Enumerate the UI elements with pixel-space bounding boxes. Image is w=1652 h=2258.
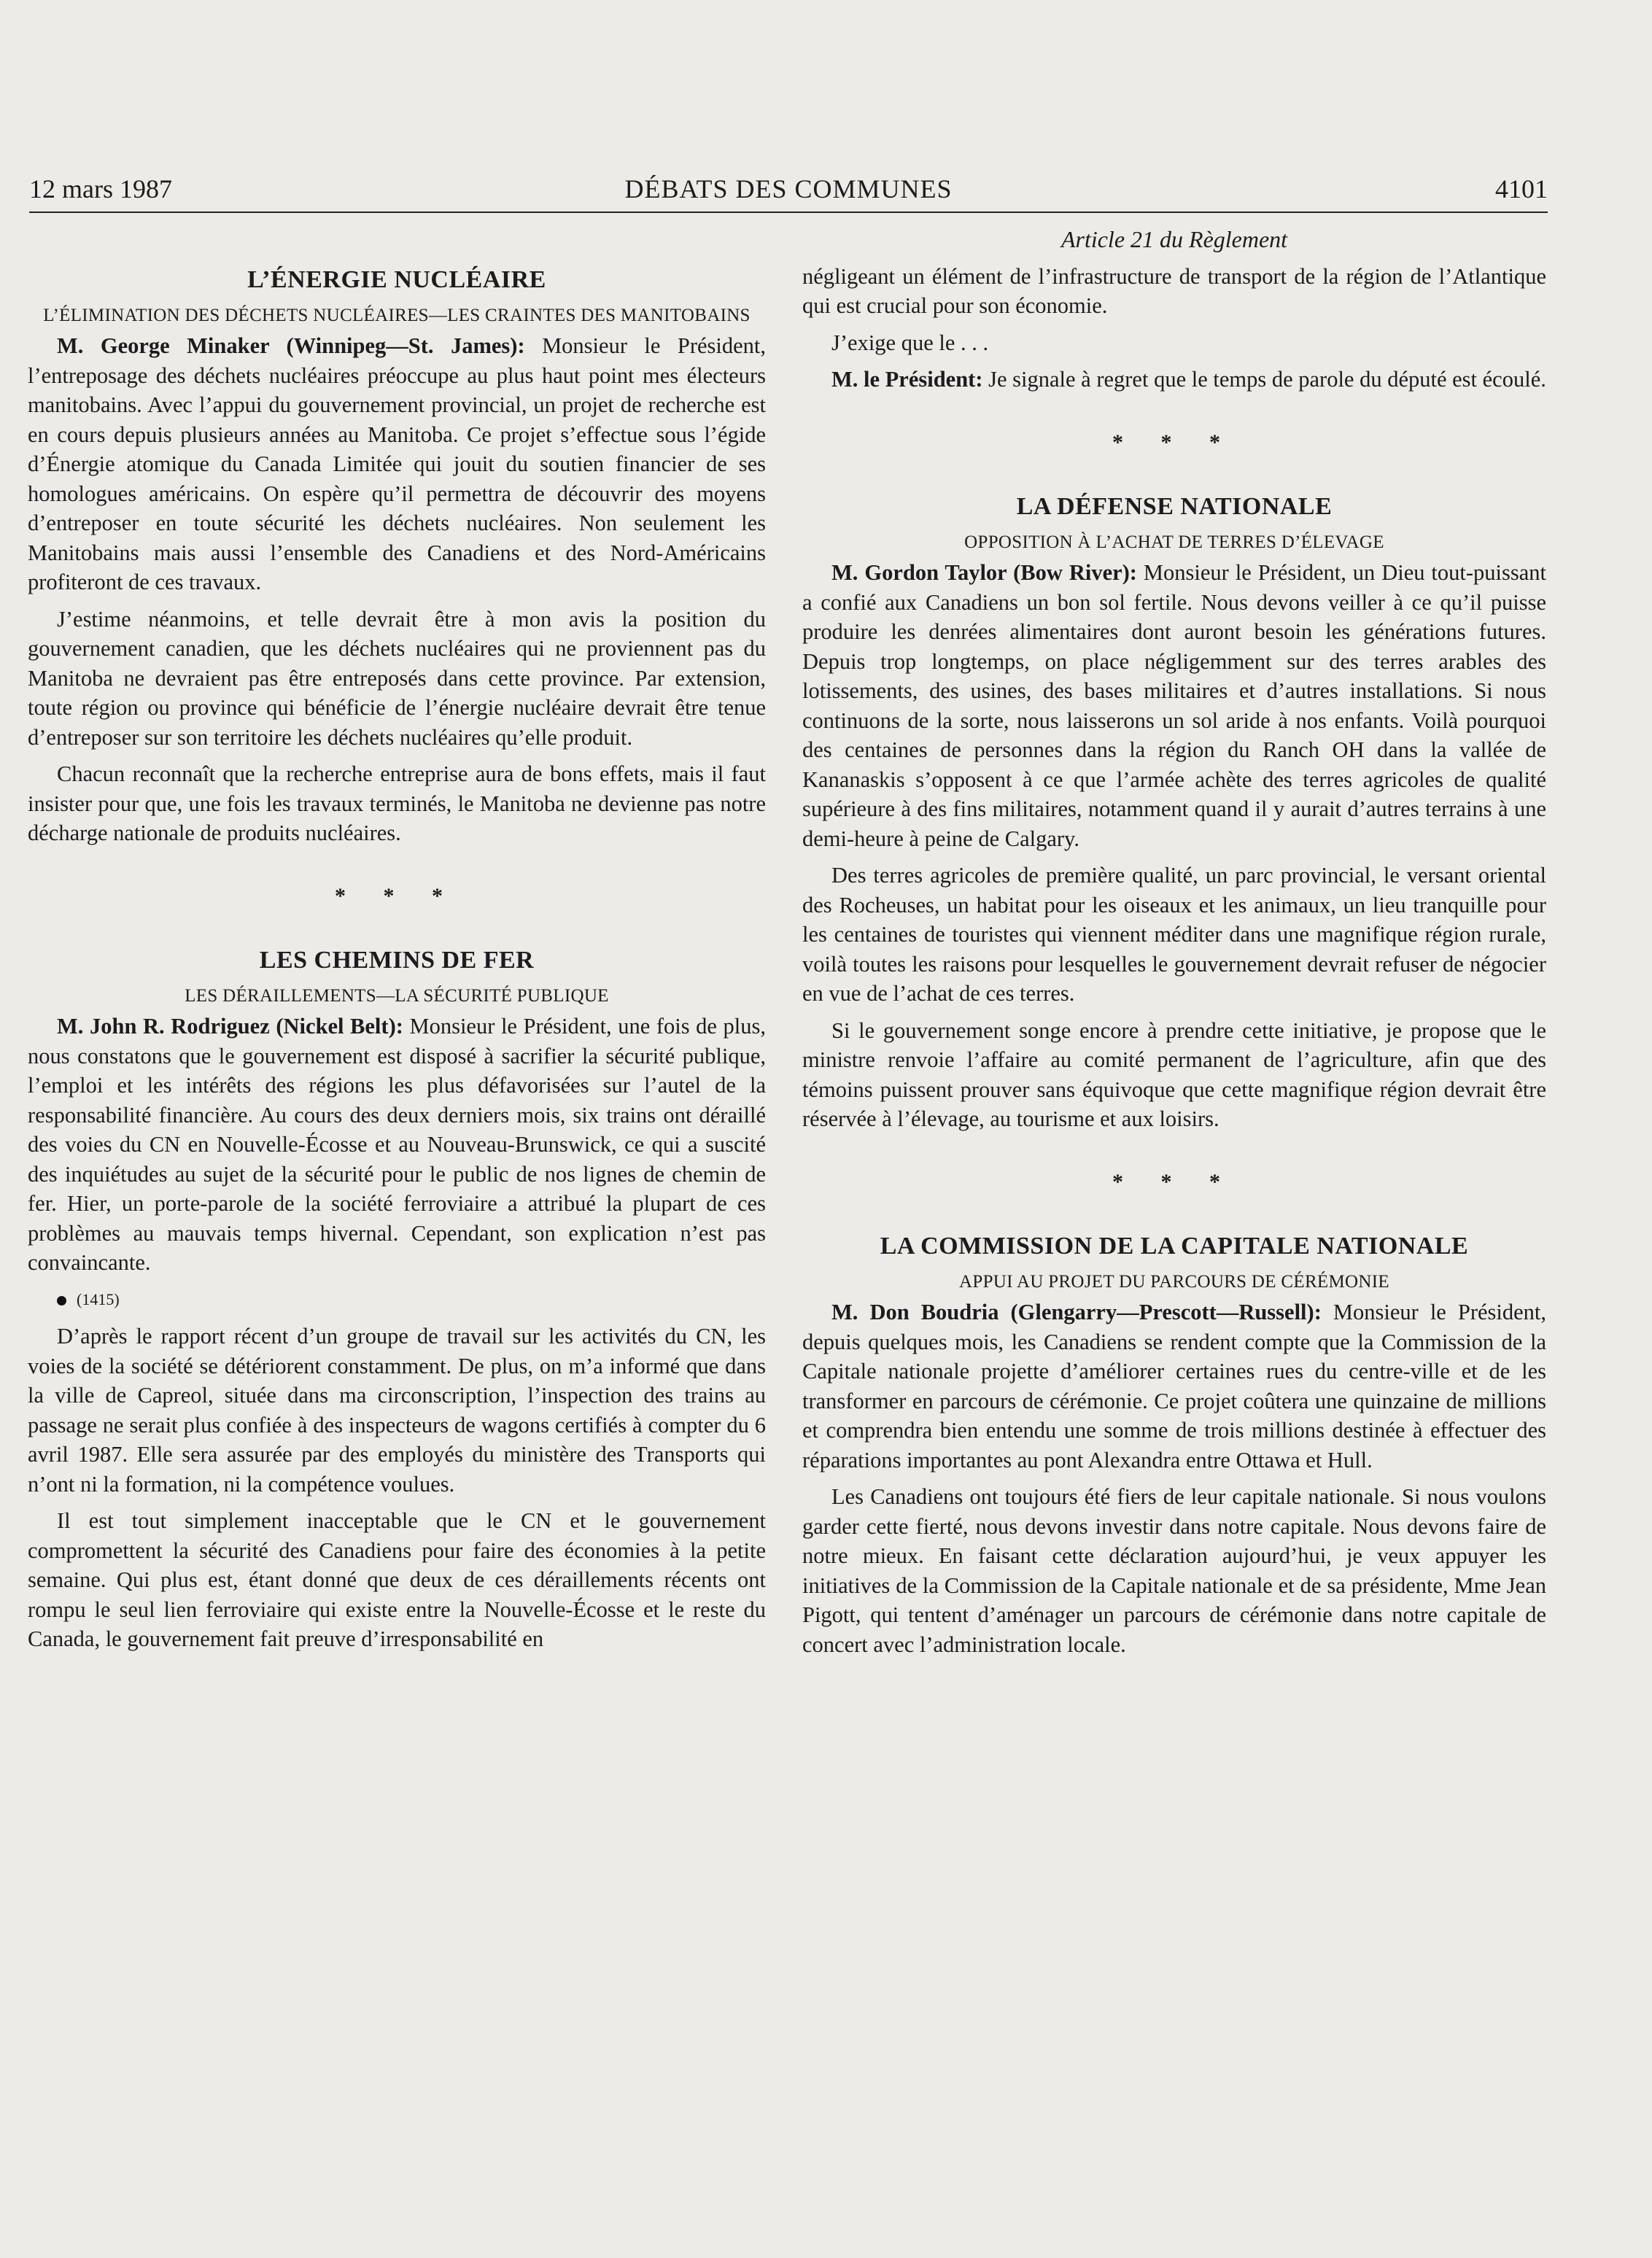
- section-separator: * * *: [1112, 1169, 1236, 1194]
- statement-paragraph: J’exige que le . . .: [831, 330, 989, 355]
- section-separator: * * *: [1112, 430, 1236, 454]
- section-separator: * * *: [335, 883, 459, 908]
- time-marker: [28, 1285, 766, 1315]
- speaker-name: M. le Président:: [831, 367, 983, 392]
- statement-paragraph: Des terres agricoles de première qualité, un parc provincial, le versant oriental des Rocheuses, un habitat pour les oiseaux et les animaux, un lieu tranquille pour les centaines de touristes qui viennent méditer dans une magnifique région rurale, voilà toutes les raisons pour lesquelles le gouvernement devrait refuser de négocier en vue de l’achat de ces terres.: [802, 863, 1546, 1006]
- statement-paragraph: [802, 1297, 1546, 1475]
- statement-paragraph: négligeant un élément de l’infrastructure de transport de la région de l’Atlantique qui est crucial pour son économie.: [802, 263, 1546, 318]
- speaker-name: M. Don Boudria (Glengarry—Prescott—Russell):: [831, 1300, 1322, 1324]
- statement-paragraph: Il est tout simplement inacceptable que le CN et le gouvernement compromettent la sécurité des Canadiens pour faire des économies à la petite semaine. Qui plus est, étant donné que deux de ces déraillements récents ont rompu le seul lien ferroviaire qui existe entre la Nouvelle-Écosse et le reste du Canada, le gouvernement fait preuve d’irresponsabilité en: [28, 1508, 766, 1651]
- statement-paragraph: [802, 558, 1546, 853]
- statement-paragraph: Les Canadiens ont toujours été fiers de leur capitale nationale. Si nous voulons garder cette fierté, nous devons investir dans notre capitale. Nous devons faire de notre mieux. En faisant cette déclaration aujourd’hui, je veux appuyer les initiatives de la Commission de la Capitale nationale et de sa présidente, Mme Jean Pigott, qui tentent d’aménager un parcours de cérémonie dans notre capitale de concert avec l’administration locale.: [802, 1484, 1546, 1657]
- header-page-number: 4101: [1495, 174, 1548, 203]
- statement-paragraph: [28, 331, 766, 597]
- statement-paragraph: J’estime néanmoins, et telle devrait être à mon avis la position du gouvernement canadien, que les déchets nucléaires qui ne proviennent pas du Manitoba ne devraient pas être entreposés dans cette province. Par extension, toute région ou province qui bénéficie de l’énergie nucléaire devrait être tenue d’entreposer sur son territoire les déchets nucléaires qu’elle produit.: [28, 606, 766, 750]
- header-title: DÉBATS DES COMMUNES: [624, 174, 953, 203]
- paragraph-text: Monsieur le Président, un Dieu tout-puissant a confié aux Canadiens un bon sol fertile. Nous devons veiller à ce qu’il puisse produire les denrées alimentaires dont auront besoin les générations futures. Depuis trop longtemps, on place négligemment sur des terres arables des lotissements, des usines, des bases militaires et d’autres installations. Si nous continuons de la sorte, nous laisserons un sol aride à nos enfants. Voilà pourquoi des centaines de personnes dans la région du Ranch OH dans la vallée de Kananaskis s’opposent à ce que l’armée achète des terres agricoles de qualité supérieure à des fins militaires, notamment quand il y aurait d’autres terrains à une demi-heure à peine de Calgary.: [802, 560, 1546, 851]
- paragraph-text: Monsieur le Président, depuis quelques mois, les Canadiens se rendent compte que la Commission de la Capitale nationale projette d’améliorer certaines rues du centre-ville et de les transformer en parcours de cérémonie. Ce projet coûtera une quinzaine de millions et comprendra bien entendu une somme de trois millions destinée à effectuer des réparations importantes au pont Alexandra entre Ottawa et Hull.: [802, 1300, 1546, 1473]
- statement-paragraph: D’après le rapport récent d’un groupe de travail sur les activités du CN, les voies de la société se détériorent constamment. De plus, on m’a informé que dans la ville de Capreol, située dans ma circonscription, l’inspection des trains au passage ne serait plus confiée à des inspecteurs de wagons certifiés à compter du 6 avril 1987. Elle sera assurée par des employés du ministère des Transports qui n’ont ni la formation, ni la compétence voulues.: [28, 1324, 766, 1497]
- statement-paragraph: [28, 1012, 766, 1278]
- section-subheading-dechets: L’ÉLIMINATION DES DÉCHETS NUCLÉAIRES—LES CRAINTES DES MANITOBAINS: [43, 306, 751, 325]
- bullet-icon: [57, 1296, 66, 1305]
- section-subheading-parcours: APPUI AU PROJET DU PARCOURS DE CÉRÉMONIE: [959, 1272, 1389, 1292]
- statement-paragraph: Chacun reconnaît que la recherche entreprise aura de bons effets, mais il faut insister pour que, une fois les travaux terminés, le Manitoba ne devienne pas notre décharge nationale de produits nucléaires.: [28, 761, 766, 845]
- right-column: [802, 225, 1546, 2238]
- section-heading-energie: L’ÉNERGIE NUCLÉAIRE: [247, 266, 546, 293]
- section-subheading-terres: OPPOSITION À L’ACHAT DE TERRES D’ÉLEVAGE: [964, 532, 1384, 552]
- page-header: [29, 172, 1548, 213]
- speaker-name: M. John R. Rodriguez (Nickel Belt):: [57, 1014, 403, 1039]
- speaker-name: M. George Minaker (Winnipeg—St. James):: [57, 333, 525, 358]
- time-marker-text: (1415): [77, 1289, 120, 1308]
- section-subheading-deraillements: LES DÉRAILLEMENTS—LA SÉCURITÉ PUBLIQUE: [185, 986, 609, 1006]
- statement-paragraph: Si le gouvernement songe encore à prendre cette initiative, je propose que le ministre renvoie l’affaire au comité permanent de l’agriculture, afin que des témoins puissent prouver sans équivoque que cette magnifique région devrait être réservée à l’élevage, au tourisme et aux loisirs.: [802, 1017, 1546, 1131]
- section-heading-chemins: LES CHEMINS DE FER: [259, 947, 535, 974]
- paragraph-text: Monsieur le Président, une fois de plus, nous constatons que le gouvernement est disposé à sacrifier la sécurité publique, l’emploi et les intérêts des régions les plus défavorisées sur l’autel de la responsabilité financière. Au cours des deux derniers mois, six trains ont déraillé des voies du CN en Nouvelle-Écosse et au Nouveau-Brunswick, ce qui a suscité des inquiétudes au sujet de la sécurité pour le public de nos lignes de chemin de fer. Hier, un porte-parole de la société ferroviaire a attribué la plupart de ces problèmes au mauvais temps hivernal. Cependant, son explication n’est pas convaincante.: [28, 1014, 766, 1275]
- speaker-name: M. Gordon Taylor (Bow River):: [831, 560, 1137, 585]
- paragraph-text: Monsieur le Président, l’entreposage des déchets nucléaires préoccupe au plus haut point mes électeurs manitobains. Avec l’appui du gouvernement provincial, un projet de recherche est en cours depuis plusieurs années au Manitoba. Ce projet s’effectue sous l’égide d’Énergie atomique du Canada Limitée qui jouit du soutien financier de ses homologues américains. On espère qu’il permettra de découvrir des moyens d’entreposer en toute sécurité les déchets nucléaires. Non seulement les Manitobains mais aussi l’ensemble des Canadiens et des Nord-Américains profiteront de ces travaux.: [28, 333, 766, 594]
- section-heading-defense: LA DÉFENSE NATIONALE: [1016, 493, 1333, 520]
- paragraph-text: Je signale à regret que le temps de parole du député est écoulé.: [988, 367, 1546, 392]
- left-column: [28, 225, 766, 2238]
- header-date: 12 mars 1987: [29, 174, 172, 203]
- section-heading-capitale: LA COMMISSION DE LA CAPITALE NATIONALE: [880, 1233, 1469, 1260]
- statement-paragraph: [802, 365, 1546, 395]
- running-article-title: Article 21 du Règlement: [1060, 226, 1288, 252]
